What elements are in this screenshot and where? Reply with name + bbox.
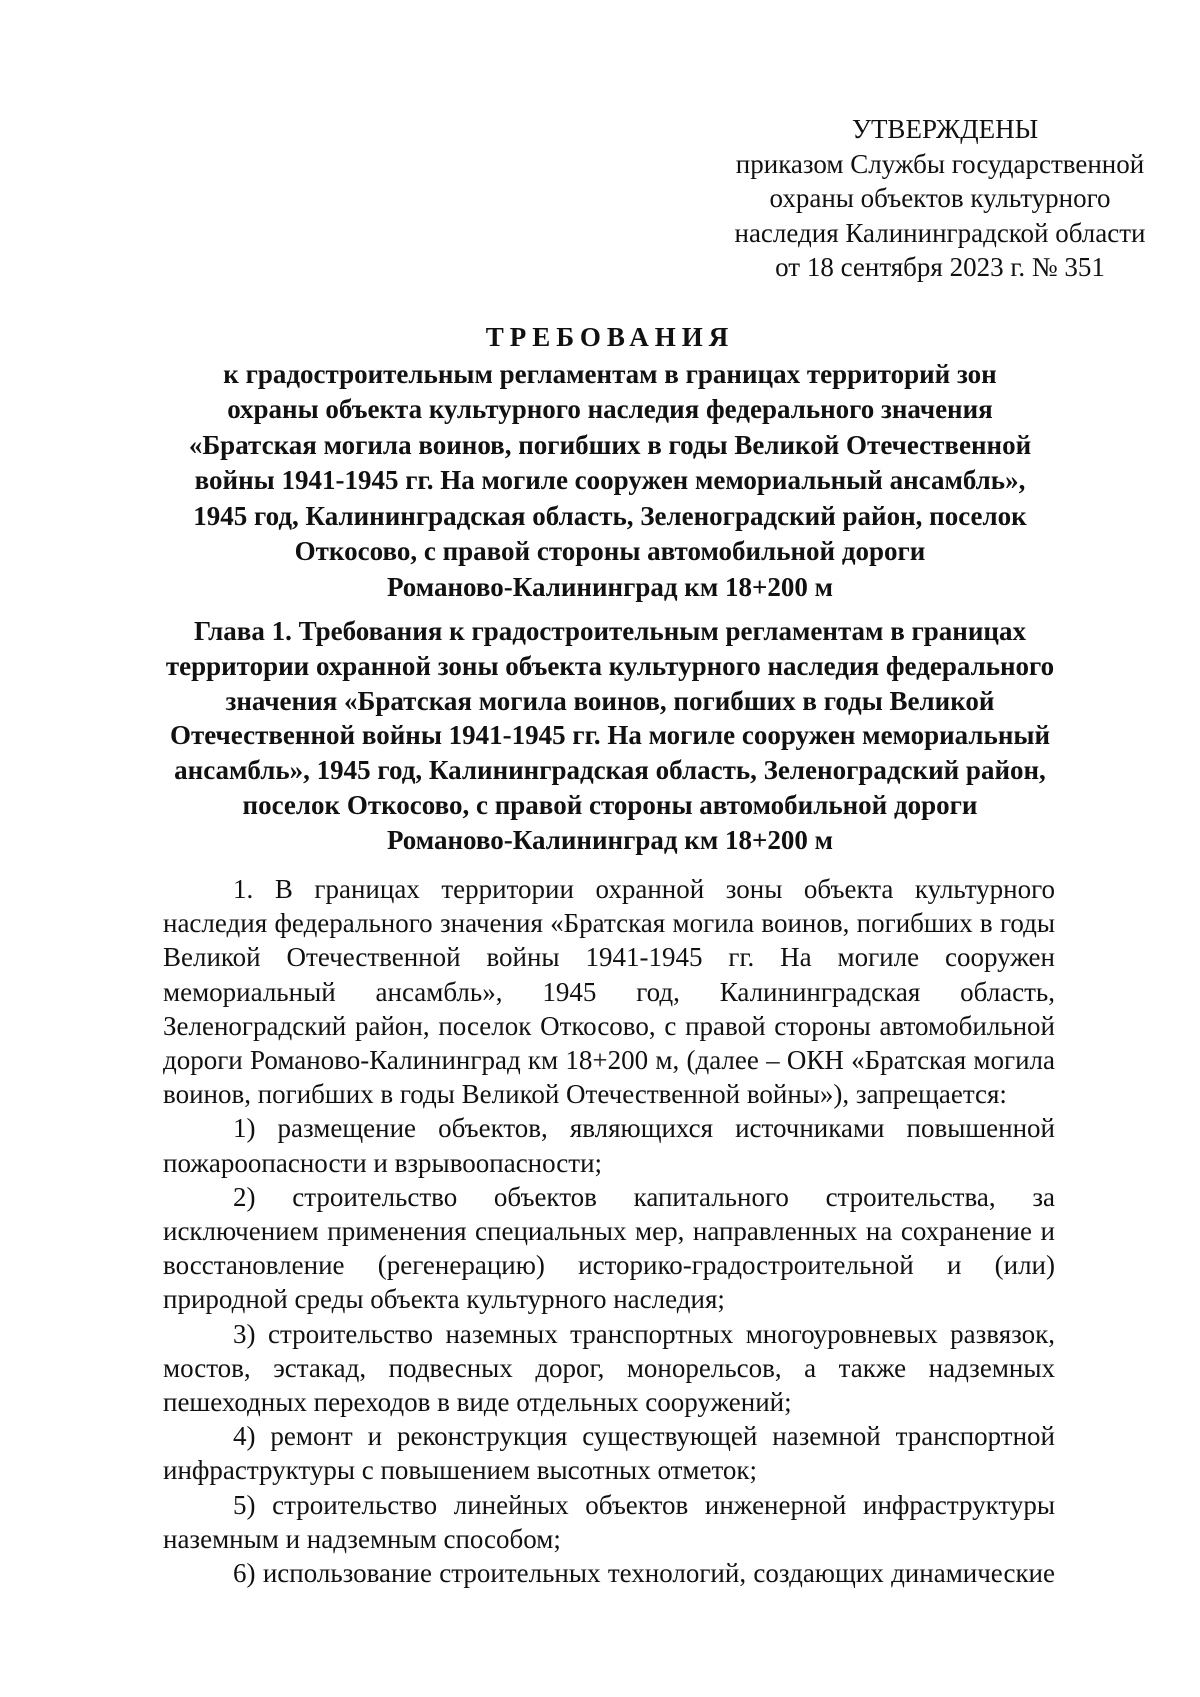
chapter-line: значения «Братская могила воинов, погибших в годы Великой: [225, 685, 995, 716]
approval-line: охраны объектов культурного: [769, 183, 1111, 213]
approval-block: [690, 112, 1190, 285]
heading-line: охраны объекта культурного наследия федерального значения: [227, 394, 993, 424]
heading-line: Романово-Калининград км 18+200 м: [386, 571, 834, 602]
approval-line: наследия Калининградской области: [734, 217, 1146, 248]
heading-line: «Братская могила воинов, погибших в годы Великой Отечественной: [188, 429, 1032, 460]
heading-line: войны 1941-1945 гг. На могиле сооружен мемориальный ансамбль»,: [194, 465, 1026, 495]
approval-date: от 18 сентября 2023 г. № 351: [775, 252, 1105, 282]
body-text: [163, 872, 1055, 1590]
list-item: 2) строительство объектов капитального строительства, за исключением применения специальных мер, направленных на сохранение и восстановление (регенерацию) историко-градостроительной и (или) природной среды объекта культурного наследия;: [163, 1181, 1055, 1315]
chapter-line: Глава 1. Требования к градостроительным регламентам в границах: [194, 616, 1026, 646]
heading-line: Откосово, с правой стороны автомобильной дороги: [294, 536, 926, 566]
list-item: 3) строительство наземных транспортных многоуровневых развязок, мостов, эстакад, подвесных дорог, монорельсов, а также надземных пешеходных переходов в виде отдельных сооружений;: [163, 1318, 1055, 1418]
paragraph: 1. В границах территории охранной зоны объекта культурного наследия федерального значения «Братская могила воинов, погибших в годы Великой Отечественной войны 1941-1945 гг. На могиле сооружен мемориальный ансамбль», 1945 год, Калининградская область, Зеленоградский район, поселок Откосово, с правой стороны автомобильной дороги Романово-Калининград км 18+200 м, (далее – ОКН «Братская могила воинов, погибших в годы Великой Отечественной войны»), запрещается:: [163, 874, 1055, 1110]
chapter-line: Романово-Калининград км 18+200 м: [386, 824, 834, 855]
list-item: 6) использование строительных технологий, создающих динамические: [233, 1558, 1055, 1589]
chapter-line: территории охранной зоны объекта культурного наследия федерального: [165, 650, 1055, 681]
list-item: 1) размещение объектов, являющихся источниками повышенной пожароопасности и взрывоопасности;: [163, 1113, 1055, 1178]
list-item: 4) ремонт и реконструкция существующей наземной транспортной инфраструктуры с повышением высотных отметок;: [163, 1421, 1055, 1486]
chapter-line: Отечественной войны 1941-1945 гг. На могиле сооружен мемориальный: [169, 720, 1051, 751]
approval-line: приказом Службы государственной: [735, 148, 1145, 179]
heading-line: 1945 год, Калининградская область, Зеленоградский район, поселок: [193, 500, 1027, 531]
list-item: 5) строительство линейных объектов инженерной инфраструктуры наземным и надземным способом;: [163, 1489, 1055, 1554]
approval-title: УТВЕРЖДЕНЫ: [851, 114, 1039, 144]
document-heading: [160, 320, 1060, 605]
heading-line: к градостроительным регламентам в границах территорий зон: [223, 358, 997, 389]
document-title: ТРЕБОВАНИЯ: [485, 322, 735, 352]
chapter-heading: [160, 614, 1060, 858]
chapter-line: ансамбль», 1945 год, Калининградская область, Зеленоградский район,: [174, 755, 1046, 786]
chapter-line: поселок Откосово, с правой стороны автомобильной дороги: [242, 789, 978, 820]
